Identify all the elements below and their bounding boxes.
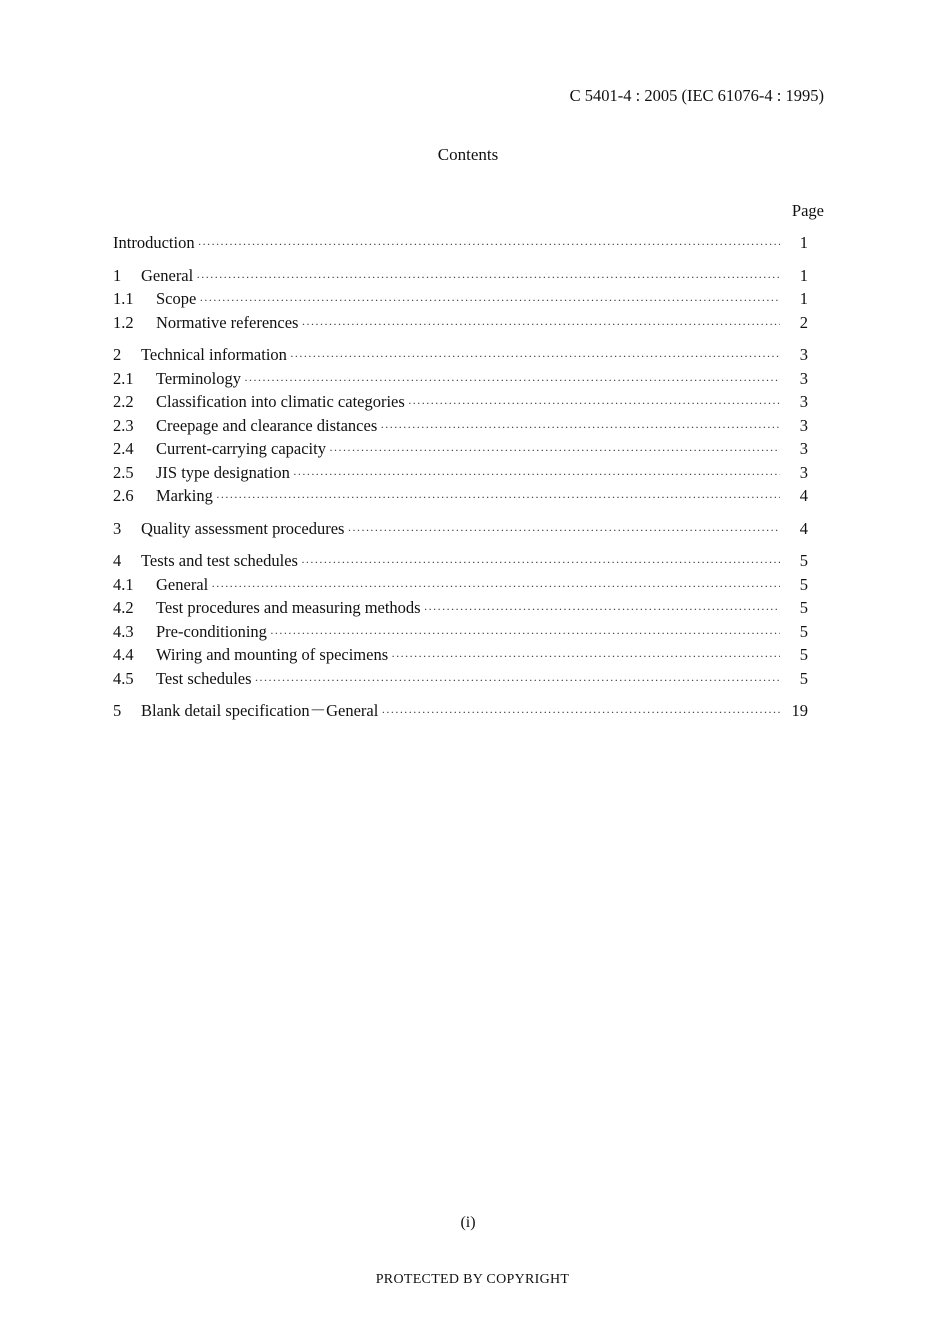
toc-entry-page: 4 xyxy=(799,486,808,505)
toc-leader-dots xyxy=(216,486,780,510)
toc-entry-title: Terminology xyxy=(156,368,241,388)
toc-leader-dots xyxy=(380,416,780,440)
toc-entry-title: General xyxy=(156,574,209,594)
toc-entry-page: 19 xyxy=(791,701,808,720)
toc-entry-title: Introduction xyxy=(113,233,195,252)
toc-leader-dots xyxy=(408,392,780,416)
toc-entry-title: Normative references xyxy=(156,312,299,332)
toc-leader-dots xyxy=(270,622,780,646)
toc-entry-title: Technical information xyxy=(141,345,287,364)
toc-entry-title: Wiring and mounting of specimens xyxy=(156,645,389,664)
toc-leader-dots xyxy=(255,669,780,693)
toc-entry-number: 4.1 xyxy=(113,574,134,594)
page-column-label: Page xyxy=(791,201,824,220)
toc-entry-page: 1 xyxy=(799,265,808,285)
toc-entry-title: Test procedures and measuring methods xyxy=(156,598,421,617)
toc-entry[interactable] xyxy=(113,311,808,335)
toc-entry[interactable] xyxy=(113,343,808,367)
toc-entry-page: 2 xyxy=(799,312,808,332)
toc-entry-page: 4 xyxy=(799,518,808,538)
toc-leader-dots xyxy=(199,289,780,313)
toc-leader-dots xyxy=(196,266,780,290)
toc-entry[interactable] xyxy=(113,699,808,723)
table-of-contents xyxy=(113,231,808,732)
toc-entry-number: 1.2 xyxy=(113,312,134,332)
toc-leader-dots xyxy=(424,598,780,622)
toc-entry[interactable] xyxy=(113,517,808,541)
toc-leader-dots xyxy=(293,463,780,487)
toc-section xyxy=(113,517,808,541)
toc-entry-number: 1.1 xyxy=(113,289,134,308)
toc-entry-number: 2.4 xyxy=(113,439,134,458)
toc-entry-number: 2 xyxy=(113,345,122,364)
toc-section xyxy=(113,264,808,335)
toc-leader-dots xyxy=(290,345,780,369)
toc-entry-number: 4 xyxy=(113,551,122,570)
toc-entry[interactable] xyxy=(113,390,808,414)
toc-entry-page: 3 xyxy=(799,462,808,482)
toc-entry-number: 5 xyxy=(113,701,122,720)
toc-leader-dots xyxy=(391,645,780,669)
toc-section xyxy=(113,231,808,255)
toc-entry-page: 5 xyxy=(799,645,808,664)
toc-entry-number: 2.3 xyxy=(113,415,134,435)
toc-entry[interactable] xyxy=(113,437,808,461)
toc-section xyxy=(113,549,808,690)
toc-entry-page: 5 xyxy=(799,551,808,570)
toc-entry-title: Pre-conditioning xyxy=(156,621,267,641)
page-title: Contents xyxy=(437,145,499,164)
toc-entry-title: Classification into climatic categories xyxy=(156,392,405,411)
toc-entry-number: 3 xyxy=(113,518,122,538)
toc-leader-dots xyxy=(381,701,780,725)
toc-entry-page: 3 xyxy=(799,415,808,435)
toc-entry-title: Test schedules xyxy=(156,668,252,688)
toc-entry-number: 2.2 xyxy=(113,392,134,411)
toc-entry-number: 2.1 xyxy=(113,368,134,388)
toc-entry-number: 1 xyxy=(113,265,122,285)
toc-leader-dots xyxy=(301,551,780,575)
toc-entry-title: Current-carrying capacity xyxy=(156,439,326,458)
toc-entry[interactable] xyxy=(113,596,808,620)
toc-leader-dots xyxy=(244,369,780,393)
standard-reference: C 5401-4 : 2005 (IEC 61076-4 : 1995) xyxy=(569,86,824,105)
toc-entry-page: 5 xyxy=(799,621,808,641)
toc-entry-page: 1 xyxy=(799,289,808,308)
toc-entry-number: 4.4 xyxy=(113,645,134,664)
toc-entry-title: Marking xyxy=(156,486,213,505)
toc-entry[interactable] xyxy=(113,231,808,255)
toc-entry[interactable] xyxy=(113,620,808,644)
toc-entry-number: 4.2 xyxy=(113,598,134,617)
toc-entry-number: 2.6 xyxy=(113,486,134,505)
toc-leader-dots xyxy=(198,233,780,257)
toc-entry-title: Tests and test schedules xyxy=(141,551,298,570)
toc-entry-title: Creepage and clearance distances xyxy=(156,415,378,435)
toc-entry-page: 3 xyxy=(799,368,808,388)
toc-entry[interactable] xyxy=(113,643,808,667)
toc-entry-page: 5 xyxy=(799,574,808,594)
toc-leader-dots xyxy=(329,439,780,463)
toc-entry-page: 3 xyxy=(799,439,808,458)
toc-entry-number: 4.5 xyxy=(113,668,134,688)
toc-entry[interactable] xyxy=(113,367,808,391)
toc-entry-page: 5 xyxy=(799,598,808,617)
toc-section xyxy=(113,699,808,723)
toc-entry[interactable] xyxy=(113,549,808,573)
toc-leader-dots xyxy=(211,575,780,599)
toc-entry-number: 4.3 xyxy=(113,621,134,641)
toc-entry-title: General xyxy=(141,265,194,285)
toc-entry-title: Blank detail specification－General xyxy=(141,701,379,720)
toc-entry-number: 2.5 xyxy=(113,462,134,482)
toc-entry[interactable] xyxy=(113,461,808,485)
toc-entry-title: Quality assessment procedures xyxy=(141,518,345,538)
toc-entry-title: Scope xyxy=(156,289,197,308)
toc-entry-page: 3 xyxy=(799,392,808,411)
toc-entry-page: 3 xyxy=(799,345,808,364)
toc-leader-dots xyxy=(301,313,780,337)
toc-leader-dots xyxy=(347,519,780,543)
page-folio: (i) xyxy=(460,1214,476,1231)
toc-entry-page: 5 xyxy=(799,668,808,688)
toc-entry[interactable] xyxy=(113,287,808,311)
toc-entry[interactable] xyxy=(113,667,808,691)
toc-entry[interactable] xyxy=(113,573,808,597)
toc-entry[interactable] xyxy=(113,414,808,438)
toc-entry[interactable] xyxy=(113,264,808,288)
copyright-footer: PROTECTED BY COPYRIGHT xyxy=(375,1272,570,1287)
toc-section xyxy=(113,343,808,508)
toc-entry-title: JIS type designation xyxy=(156,462,290,482)
toc-entry[interactable] xyxy=(113,484,808,508)
toc-entry-page: 1 xyxy=(799,233,808,252)
